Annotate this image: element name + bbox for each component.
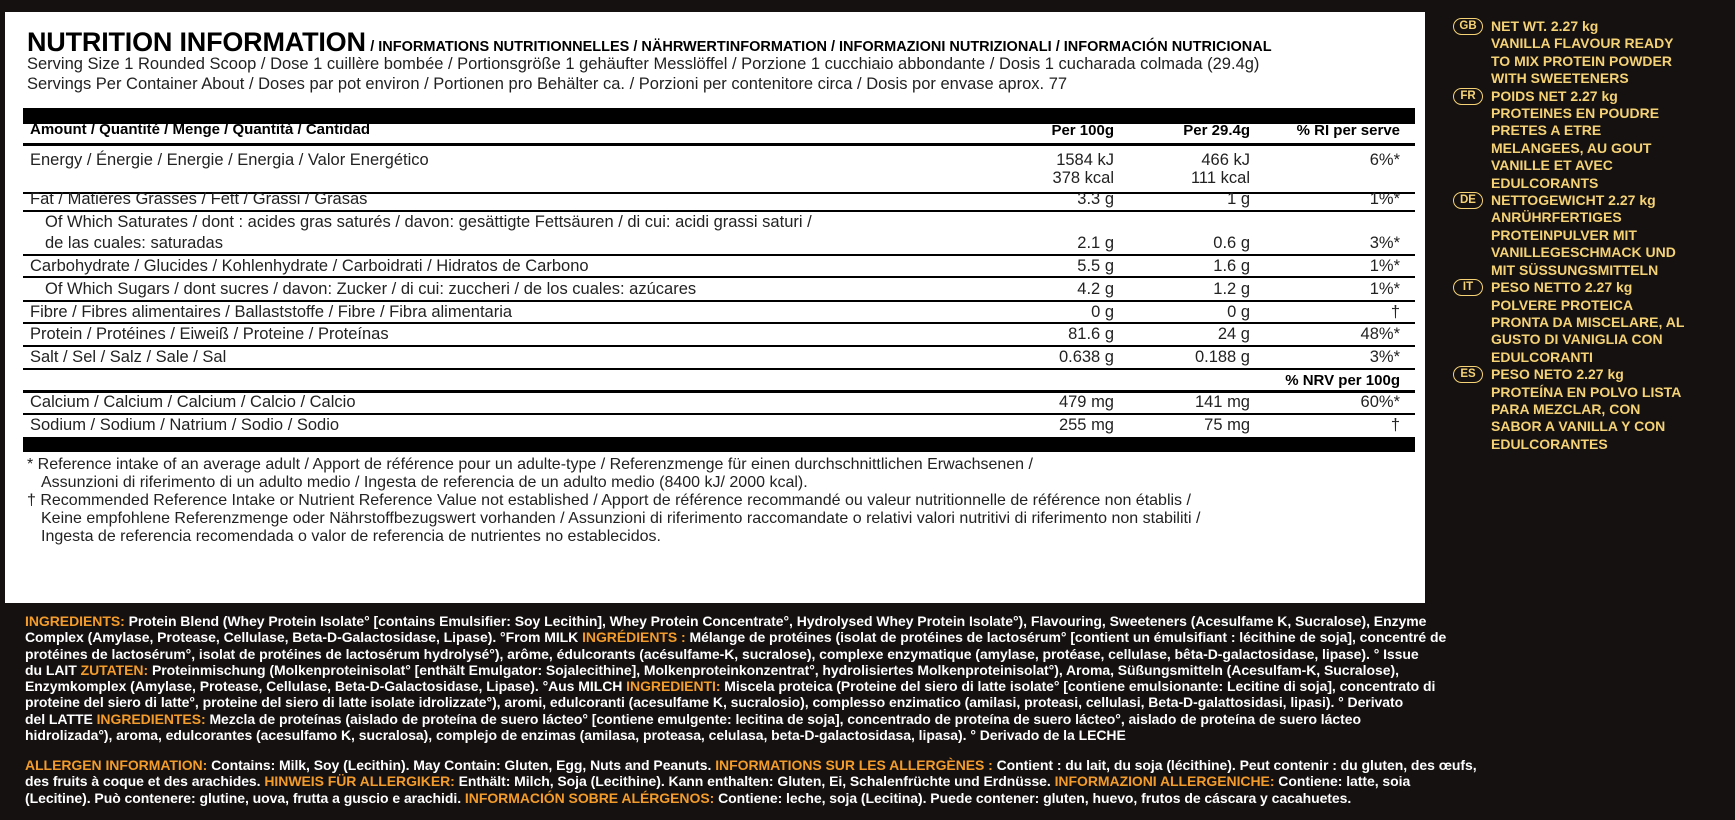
allergen-line-3 bbox=[25, 790, 1725, 806]
row-saturates-per100: 2.1 g bbox=[1077, 234, 1114, 252]
row-fat-ri: 1%* bbox=[1369, 190, 1400, 208]
lang-line: SABOR A VANILLA Y CON bbox=[1491, 418, 1666, 435]
lang-badge-fr: FR bbox=[1453, 88, 1483, 105]
row-energy-label: Energy / Énergie / Energie / Energia / Valor Energético bbox=[30, 151, 429, 169]
lang-line: PRONTA DA MISCELARE, AL bbox=[1491, 313, 1685, 330]
header-perserve: Per 29.4g bbox=[1183, 122, 1250, 139]
allergen-line-1 bbox=[25, 757, 1725, 773]
row-energy-perserve-kcal: 111 kcal bbox=[1190, 169, 1250, 187]
row-energy-per100-kj: 1584 kJ bbox=[1056, 151, 1114, 169]
row-energy-perserve-kj: 466 kJ bbox=[1201, 151, 1250, 169]
lang-line: POLVERE PROTEICA bbox=[1491, 296, 1634, 313]
row-energy-per100-kcal: 378 kcal bbox=[1052, 169, 1114, 187]
ingredients-text: del LATTE bbox=[25, 710, 97, 727]
ingredients-line-3 bbox=[25, 646, 1725, 662]
ingredients-line-8 bbox=[25, 727, 1725, 743]
lang-line: PESO NETTO 2.27 kg bbox=[1491, 279, 1633, 296]
row-fat-label: Fat / Matières Grasses / Fett / Grassi / Grasas bbox=[30, 190, 368, 208]
lang-line: NET WT. 2.27 kg bbox=[1491, 18, 1599, 34]
ingredients-text: protéines de lactosérum°, isolat de protéines de lactosérum hydrolysé°), arôme, édulcorants (acésulfame-K, sucralose), complexe enzymatique (amylase, protéase, cellulase, bêta-D-galactosidase, lipase). ° Issue bbox=[25, 645, 1419, 662]
row-fibre-perserve: 0 g bbox=[1227, 303, 1250, 321]
nutrition-title bbox=[27, 27, 1272, 58]
lang-line: PROTEÍNA EN POLVO LISTA bbox=[1491, 383, 1682, 400]
ingredients-line-7 bbox=[25, 711, 1725, 727]
row-carbohydrate-perserve: 1.6 g bbox=[1213, 257, 1250, 275]
ingredients-text: Complex (Amylase, Protease, Cellulase, Beta-D-Galactosidase, Lipase). °From MILK bbox=[25, 629, 583, 646]
lang-line: POIDS NET 2.27 kg bbox=[1491, 87, 1618, 104]
row-salt-ri: 3%* bbox=[1369, 348, 1400, 366]
ingredients-text: proteine del siero di latte°, proteine del siero di latte isolate idrolizzate°), aromi, edulcoranti (acesulfame K, sucralosio), complesso enzimatico (amilasi, proteasi, cellulasi, Beta-D-galattosidasi, lipasi). ° Derivato bbox=[25, 694, 1404, 711]
allergen-line-2 bbox=[25, 773, 1725, 789]
row-sugars-per100: 4.2 g bbox=[1077, 280, 1114, 298]
header-per100: Per 100g bbox=[1051, 122, 1114, 139]
ingredients-line-2 bbox=[25, 629, 1725, 645]
ingredients-text: Proteinmischung (Molkenproteinisolat° [enthält Emulgator: Sojalecithine], Molkenproteinkonzentrat°, hydrolisiertes Molkenproteinisolat°), Aroma, Süßungsmitteln (Acesulfam-K, Sucralose), bbox=[148, 661, 1399, 678]
row-protein-perserve: 24 g bbox=[1217, 325, 1250, 343]
ingredients-key-de: ZUTATEN: bbox=[80, 661, 149, 678]
row-saturates-label-2: de las cuales: saturadas bbox=[45, 234, 223, 252]
row-sodium-per100: 255 mg bbox=[1058, 416, 1114, 434]
allergen-section bbox=[25, 757, 1725, 806]
ingredients-text: Miscela proteica (Proteine del siero di latte isolate° [contiene emulsionante: Lecitine di soja], concentrato di bbox=[720, 678, 1436, 695]
lang-block-gb bbox=[1453, 18, 1735, 88]
header-nrv: % NRV per 100g bbox=[1285, 372, 1400, 389]
row-salt-perserve: 0.188 g bbox=[1194, 348, 1250, 366]
ingredients-text: hidrolizada°), aroma, edulcorantes (acesulfamo K, sucralosa), complejo de enzimas (amilasa, proteasa, celulasa, beta-D-galactosidasa, lipasa). ° Derivado de la LECHE bbox=[25, 727, 1126, 744]
row-carbohydrate-ri: 1%* bbox=[1369, 257, 1400, 275]
lang-badge-it: IT bbox=[1453, 279, 1483, 296]
row-rule bbox=[23, 368, 1415, 370]
row-sugars-ri: 1%* bbox=[1369, 280, 1400, 298]
lang-line: MELANGEES, AU GOUT bbox=[1491, 139, 1652, 156]
ingredients-text: Enzymkomplex (Amylase, Protease, Cellulase, Beta-D-Galactosidase, Lipase). °Aus MILCH bbox=[25, 678, 627, 695]
row-fibre-label: Fibre / Fibres alimentaires / Ballaststoffe / Fibre / Fibra alimentaria bbox=[30, 303, 513, 321]
footnote-dagger-line-2: Keine empfohlene Referenzmenge oder Nährstoffbezugswert vorhanden / Assunzioni di riferimento raccomandate o relativi valori nutritivi di riferimento non stabiliti / bbox=[41, 510, 1201, 527]
allergen-text: (Lecitine). Può contenere: glutine, uova, frutta a guscio e arachidi. bbox=[25, 789, 465, 806]
lang-line: GUSTO DI VANIGLIA CON bbox=[1491, 331, 1663, 348]
row-carbohydrate-label: Carbohydrate / Glucides / Kohlenhydrate / Carboidrati / Hidratos de Carbono bbox=[30, 257, 589, 275]
ingredients-text: du LAIT bbox=[25, 661, 81, 678]
lang-line: PESO NETO 2.27 kg bbox=[1491, 366, 1624, 383]
title-translations: / INFORMATIONS NUTRITIONNELLES / NÄHRWERTINFORMATION / INFORMAZIONI NUTRIZIONALI / INFORMACIÓN NUTRICIONAL bbox=[370, 39, 1272, 55]
lang-block-es bbox=[1453, 366, 1735, 453]
row-sodium-perserve: 75 mg bbox=[1204, 416, 1250, 434]
ingredients-section bbox=[25, 613, 1725, 743]
ingredients-line-1 bbox=[25, 613, 1725, 629]
lang-line: PROTEINPULVER MIT bbox=[1491, 226, 1637, 243]
row-protein-label: Protein / Protéines / Eiweiß / Proteine / Proteínas bbox=[30, 325, 389, 343]
footnote-ri-line-1: * Reference intake of an average adult / Apport de référence pour un adulte-type / Referenzmenge für einen durchschnittlichen Erwachsenen / bbox=[27, 456, 1033, 473]
row-calcium-ri: 60%* bbox=[1360, 393, 1400, 411]
row-sodium-ri: † bbox=[1390, 416, 1400, 434]
footnote-ri-line-2: Assunzioni di riferimento di un adulto medio / Ingesta de referencia de un adulto medio (8400 kJ/ 2000 kcal). bbox=[41, 474, 808, 491]
lang-line: EDULCORANTS bbox=[1491, 174, 1599, 191]
allergen-text: Contiene: leche, soja (Lecitina). Puede contener: gluten, huevo, frutos de cáscara y cacahuetes. bbox=[714, 789, 1352, 806]
lang-badge-es: ES bbox=[1453, 366, 1483, 383]
lang-line: NETTOGEWICHT 2.27 kg bbox=[1491, 192, 1656, 209]
row-saturates-perserve: 0.6 g bbox=[1213, 234, 1250, 252]
row-salt-per100: 0.638 g bbox=[1058, 348, 1114, 366]
allergen-key-fr: INFORMATIONS SUR LES ALLERGÈNES : bbox=[715, 757, 993, 773]
title-main: NUTRITION INFORMATION bbox=[27, 27, 366, 57]
allergen-text: Contains: Milk, Soy (Lecithin). May Contain: Gluten, Egg, Nuts and Peanuts. bbox=[207, 757, 716, 773]
allergen-text: Contiene: latte, soia bbox=[1274, 773, 1411, 790]
footnote-dagger-line-3: Ingesta de referencia recomendada o valor de referencia de nutrientes no establecidos. bbox=[41, 528, 661, 545]
row-sodium-label: Sodium / Sodium / Natrium / Sodio / Sodio bbox=[30, 416, 340, 434]
lang-block-it bbox=[1453, 279, 1735, 366]
ingredients-key-it: INGREDIENTI: bbox=[626, 678, 721, 695]
row-salt-label: Salt / Sel / Salz / Sale / Sal bbox=[30, 348, 227, 366]
row-calcium-label: Calcium / Calcium / Calcium / Calcio / Calcio bbox=[30, 393, 356, 411]
row-sugars-perserve: 1.2 g bbox=[1213, 280, 1250, 298]
header-amount: Amount / Quantité / Menge / Quantità / Cantidad bbox=[30, 121, 371, 138]
lang-badge-de: DE bbox=[1453, 192, 1483, 209]
lang-block-de bbox=[1453, 192, 1735, 279]
ingredients-line-6 bbox=[25, 694, 1725, 710]
allergen-key-es: INFORMACIÓN SOBRE ALÉRGENOS: bbox=[464, 789, 715, 806]
header-ri: % RI per serve bbox=[1296, 122, 1400, 139]
ingredients-key-es: INGREDIENTES: bbox=[96, 710, 206, 727]
ingredients-line-5 bbox=[25, 678, 1725, 694]
row-protein-per100: 81.6 g bbox=[1068, 325, 1114, 343]
lang-line: EDULCORANTI bbox=[1491, 348, 1593, 365]
row-carbohydrate-per100: 5.5 g bbox=[1077, 257, 1114, 275]
ingredients-key-fr: INGRÉDIENTS : bbox=[582, 629, 686, 646]
ingredients-text: Mezcla de proteínas (aislado de proteína de suero lácteo° [contiene emulgente: lecitina de soja], concentrado de proteína de suero lácteo°, aislado de proteína de suero lácteo bbox=[205, 710, 1361, 727]
allergen-key-en: ALLERGEN INFORMATION: bbox=[25, 757, 208, 773]
ingredients-text: Protein Blend (Whey Protein Isolate° [contains Emulsifier: Soy Lecithin], Whey Protein Concentrate°, Hydrolysed Whey Protein Isolate°), Flavouring, Sweeteners (Acesulfame K, Sucralose), Enzyme bbox=[124, 613, 1427, 629]
serving-size: Serving Size 1 Rounded Scoop / Dose 1 cuillère bombée / Portionsgröße 1 gehäufter Messlöffel / Porzione 1 cucchiaio abbondante / Dosis 1 cucharada colmada (29.4g) bbox=[27, 55, 1260, 73]
allergen-text: des fruits à coque et des arachides. bbox=[25, 773, 265, 790]
ingredients-text: Mélange de protéines (isolat de protéines de lactosérum° [contient un émulsifiant : lécithine de soja], concentré de bbox=[685, 629, 1447, 646]
lang-line: PARA MEZCLAR, CON bbox=[1491, 400, 1641, 417]
lang-line: ANRÜHRFERTIGES bbox=[1491, 209, 1622, 226]
lang-line: WITH SWEETENERS bbox=[1491, 70, 1629, 87]
allergen-text: Contient : du lait, du soja (lécithine). Peut contenir : du gluten, des œufs, bbox=[992, 757, 1477, 773]
lang-line: VANILLE ET AVEC bbox=[1491, 157, 1613, 174]
row-sugars-label: Of Which Sugars / dont sucres / davon: Zucker / di cui: zuccheri / de los cuales: azúcares bbox=[45, 280, 697, 298]
row-rule bbox=[23, 276, 1415, 278]
row-fibre-ri: † bbox=[1390, 303, 1400, 321]
lang-badge-gb: GB bbox=[1453, 18, 1483, 35]
lang-line: VANILLEGESCHMACK UND bbox=[1491, 244, 1676, 261]
row-calcium-per100: 479 mg bbox=[1058, 393, 1114, 411]
lang-line: EDULCORANTES bbox=[1491, 435, 1608, 452]
row-protein-ri: 48%* bbox=[1360, 325, 1400, 343]
ingredients-key-en: INGREDIENTS: bbox=[25, 613, 125, 629]
row-saturates-label: Of Which Saturates / dont : acides gras saturés / davon: gesättigte Fettsäuren / di cui: acidi grassi saturi / bbox=[45, 213, 812, 231]
ingredients-line-4 bbox=[25, 662, 1725, 678]
lang-line: TO MIX PROTEIN POWDER bbox=[1491, 52, 1672, 69]
bottom-divider-bar bbox=[23, 437, 1415, 452]
allergen-key-it: INFORMAZIONI ALLERGENICHE: bbox=[1054, 773, 1275, 790]
row-fibre-per100: 0 g bbox=[1091, 303, 1114, 321]
allergen-key-de: HINWEIS FÜR ALLERGIKER: bbox=[264, 773, 455, 790]
nutrition-panel bbox=[5, 12, 1425, 603]
row-calcium-perserve: 141 mg bbox=[1194, 393, 1250, 411]
allergen-text: Enthält: Milch, Soja (Lecithine). Kann enthalten: Gluten, Ei, Schalenfrüchte und Erdnüsse. bbox=[454, 773, 1055, 790]
header-rule bbox=[23, 143, 1415, 146]
lang-block-fr bbox=[1453, 88, 1735, 192]
servings-per-container: Servings Per Container About / Doses par pot environ / Portionen pro Behälter ca. / Porzioni per contenitore circa / Dosis por envase aprox. 77 bbox=[27, 75, 1068, 93]
row-fat-perserve: 1 g bbox=[1227, 190, 1250, 208]
lang-line: VANILLA FLAVOUR READY bbox=[1491, 35, 1674, 52]
lang-line: MIT SÜSSUNGSMITTELN bbox=[1491, 261, 1659, 278]
language-net-weight-panel bbox=[1453, 18, 1735, 453]
row-saturates-ri: 3%* bbox=[1369, 234, 1400, 252]
lang-line: PROTEINES EN POUDRE bbox=[1491, 105, 1660, 122]
row-energy-ri: 6%* bbox=[1369, 151, 1400, 169]
lang-line: PRETES A ETRE bbox=[1491, 122, 1602, 139]
row-fat-per100: 3.3 g bbox=[1077, 190, 1114, 208]
footnote-dagger-line-1: † Recommended Reference Intake or Nutrient Reference Value not established / Apport de référence recommandé ou valeur nutritionnelle de référence non établis / bbox=[27, 492, 1191, 509]
